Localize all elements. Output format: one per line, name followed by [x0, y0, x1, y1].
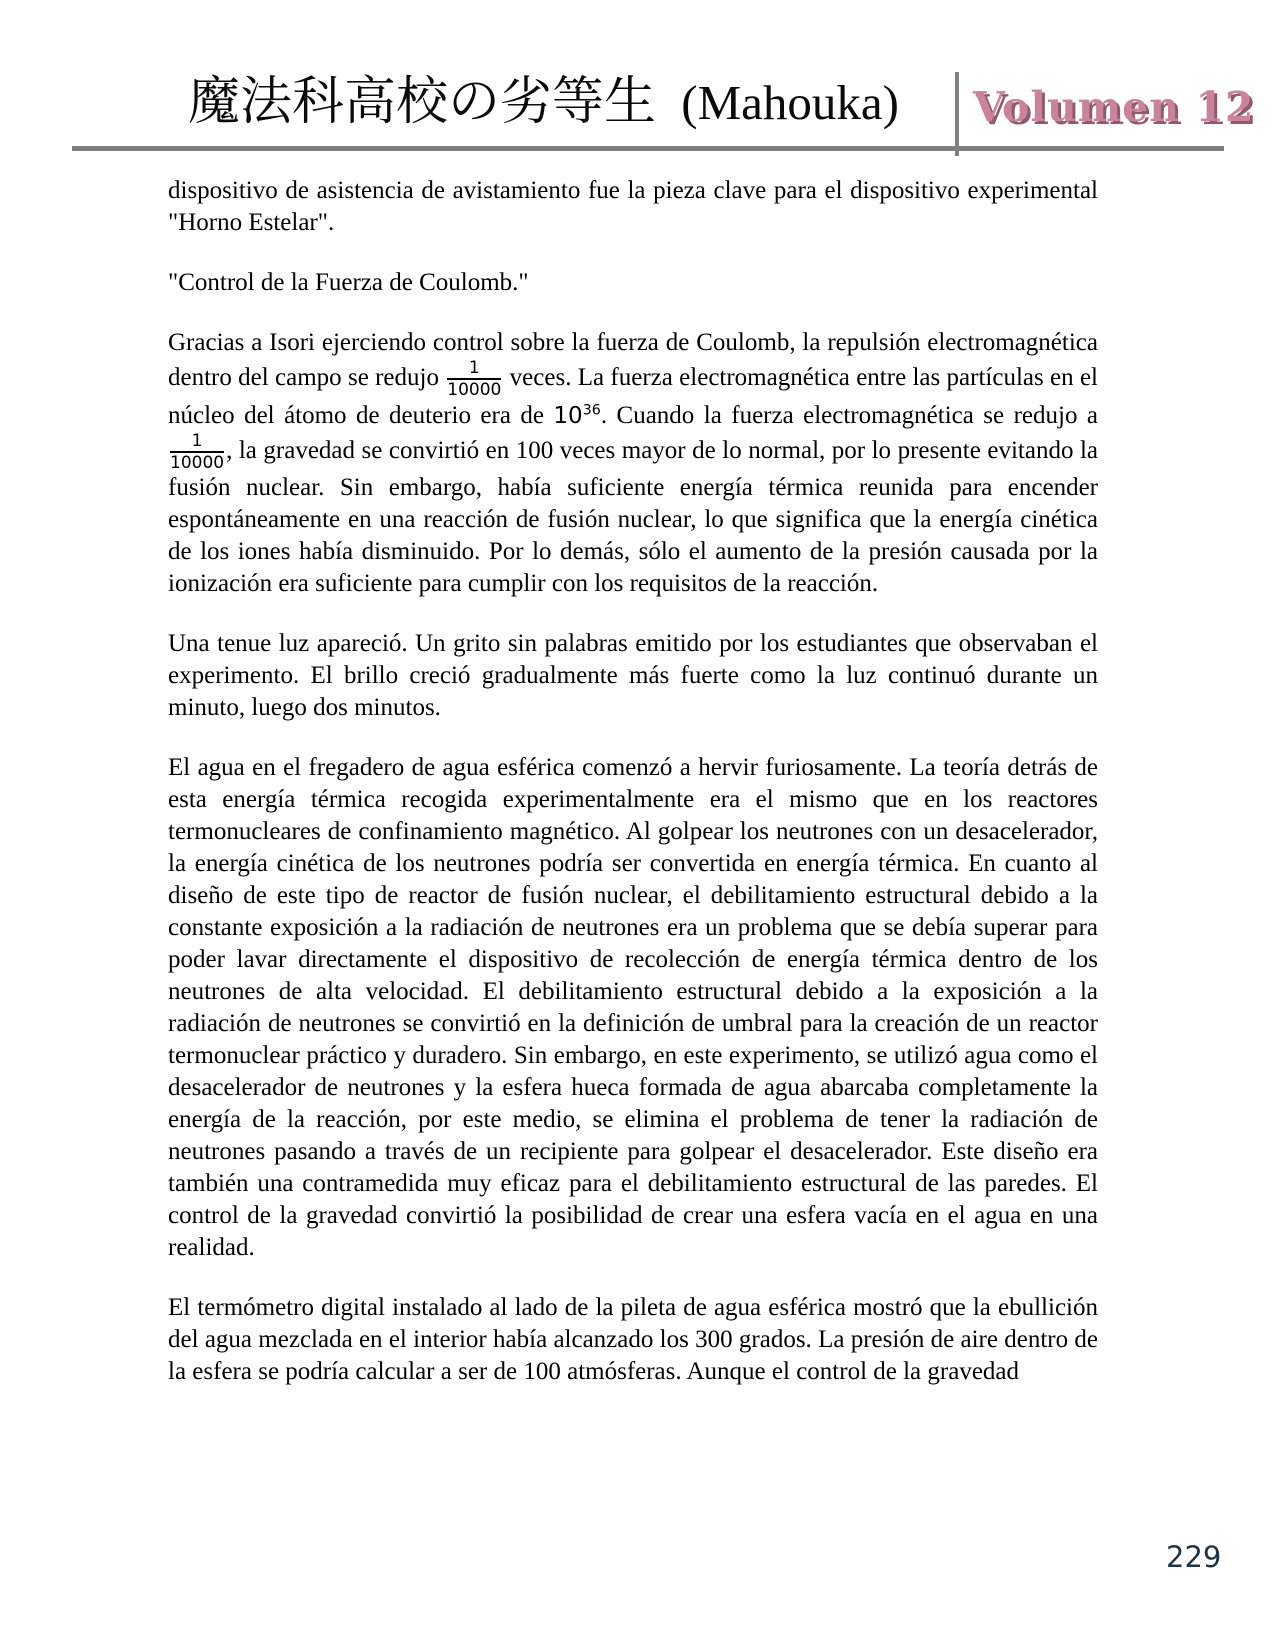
- fraction: $\frac{1}{10000}$: [447, 358, 502, 401]
- page-number: 229: [1166, 1540, 1222, 1574]
- power-notation: $10^{36}$: [553, 402, 601, 429]
- header-horizontal-rule: [72, 146, 1224, 151]
- book-title-japanese: 魔法科高校の劣等生: [188, 74, 657, 131]
- fraction: $\frac{1}{10000}$: [170, 430, 225, 474]
- volume-label: Volumen 12: [973, 83, 1255, 131]
- paragraph: Gracias a Isori ejerciendo control sobre la fuerza de Coulomb, la repulsión electromagnética dentro del campo se redujo $\frac{1}{10000}$ veces. La fuerza electromagnética entre las partículas en el núcleo del átomo de deuterio era de $10^{36}$. Cuando la fuerza electromagnética se redujo a $\frac{1}{10000}$ , la gravedad se convirtió en 100 veces mayor de lo normal, por lo presente evitando la fusión nuclear. Sin embargo, había suficiente energía térmica reunida para encender espontáneamente en una reacción de fusión nuclear, lo que significa que la energía cinética de los iones había disminuido. Por lo demás, sólo el aumento de la presión causada por la ionización era suficiente para cumplir con los requisitos de la reacción.: [168, 329, 1098, 598]
- paragraph: "Control de la Fuerza de Coulomb.": [168, 269, 529, 296]
- body-text: [168, 175, 1098, 1416]
- book-title-romaji: (Mahouka): [681, 75, 899, 130]
- paragraph: El agua en el fregadero de agua esférica comenzó a hervir furiosamente. La teoría detrás de esta energía térmica recogida experimentalmente era el mismo que en los reactores termonucleares de confinamiento magnético. Al golpear los neutrones con un desacelerador, la energía cinética de los neutrones podría ser convertida en energía térmica. En cuanto al diseño de este tipo de reactor de fusión nuclear, el debilitamiento estructural debido a la constante exposición a la radiación de neutrones era un problema que se debía superar para poder lavar directamente el dispositivo de recolección de energía térmica dentro de los neutrones de alta velocidad. El debilitamiento estructural debido a la exposición a la radiación de neutrones se convirtió en la definición de umbral para la creación de un reactor termonuclear práctico y duradero. Sin embargo, en este experimento, se utilizó agua como el desacelerador de neutrones y la esfera hueca formada de agua abarcaba completamente la energía de la reacción, por este medio, se elimina el problema de tener la radiación de neutrones pasando a través de un recipiente para golpear el desacelerador. Este diseño era también una contramedida muy eficaz para el debilitamiento estructural de las paredes. El control de la gravedad convirtió la posibilidad de crear una esfera vacía en el agua en una realidad.: [168, 754, 1098, 1262]
- paragraph: El termómetro digital instalado al lado de la pileta de agua esférica mostró que la ebullición del agua mezclada en el interior había alcanzado los 300 grados. La presión de aire dentro de la esfera se podría calcular a ser de 100 atmósferas. Aunque el control de la gravedad: [168, 1294, 1098, 1386]
- paragraph: dispositivo de asistencia de avistamiento fue la pieza clave para el dispositivo experimental "Horno Estelar".: [168, 177, 1098, 236]
- header-vertical-divider: [955, 72, 959, 156]
- paragraphs: [168, 175, 1098, 1388]
- paragraph: Una tenue luz apareció. Un grito sin palabras emitido por los estudiantes que observaban el experimento. El brillo creció gradualmente más fuerte como la luz continuó durante un minuto, luego dos minutos.: [168, 630, 1098, 722]
- book-title: [188, 66, 899, 140]
